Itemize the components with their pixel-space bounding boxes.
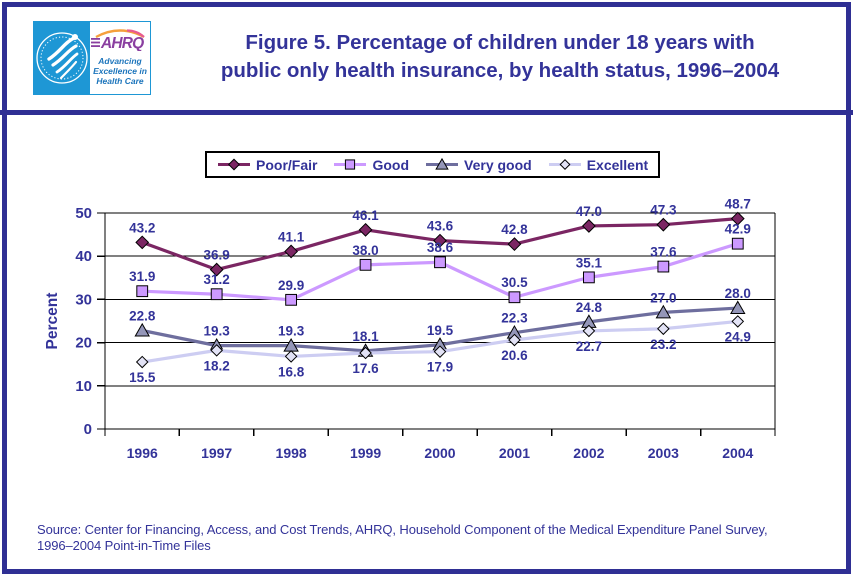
source-line1: Source: Center for Financing, Access, and Cost Trends, AHRQ, Household Component of the Medical Expenditure Panel Survey, <box>37 522 768 537</box>
svg-text:2003: 2003 <box>647 445 679 461</box>
legend-label: Excellent <box>586 156 649 173</box>
data-label: 47.0 <box>575 203 603 219</box>
ahrq-tagline: Advancing Excellence in Health Care <box>93 56 147 87</box>
svg-text:0: 0 <box>83 421 92 438</box>
data-label: 27.0 <box>650 290 677 306</box>
data-label: 24.9 <box>724 329 751 345</box>
data-label: 19.3 <box>203 323 230 339</box>
svg-text:2002: 2002 <box>573 445 605 461</box>
ahrq-logo <box>33 21 151 95</box>
data-label: 22.3 <box>501 310 528 326</box>
svg-text:40: 40 <box>75 248 92 266</box>
svg-text:2004: 2004 <box>722 445 754 461</box>
data-label: 16.8 <box>277 364 305 380</box>
data-label: 42.9 <box>724 221 751 237</box>
data-label: 42.8 <box>501 222 528 238</box>
data-label: 23.2 <box>650 336 677 352</box>
data-label: 38.6 <box>426 240 454 256</box>
data-label: 19.5 <box>426 322 454 338</box>
figure-title-line2: public only health insurance, by health status, 1996–2004 <box>220 59 780 82</box>
data-label: 29.9 <box>277 277 305 293</box>
figure-title-line1: Figure 5. Percentage of children under 18 years with <box>245 31 755 54</box>
data-label: 47.3 <box>650 202 677 218</box>
legend-label: Poor/Fair <box>256 156 318 173</box>
data-label: 41.1 <box>277 229 305 245</box>
legend-label: Very good <box>464 156 532 173</box>
data-label: 46.1 <box>352 207 379 223</box>
hhs-seal-icon <box>34 22 90 94</box>
data-label: 35.1 <box>575 255 603 271</box>
x-axis-labels <box>127 445 754 461</box>
data-label: 22.8 <box>129 308 156 324</box>
data-label: 31.2 <box>203 272 230 288</box>
svg-text:50: 50 <box>75 205 92 222</box>
ahrq-logo-text: AHRQ <box>101 35 144 51</box>
source-note <box>37 522 832 553</box>
data-label: 17.6 <box>352 360 379 376</box>
data-label: 19.3 <box>277 323 305 339</box>
svg-text:1996: 1996 <box>126 445 158 461</box>
data-label: 17.9 <box>426 359 454 375</box>
svg-text:20: 20 <box>75 334 92 352</box>
svg-text:1997: 1997 <box>201 445 233 461</box>
header-divider <box>0 110 853 115</box>
legend-label: Good <box>372 156 410 173</box>
ahrq-arc-icon <box>91 27 149 51</box>
data-label: 18.1 <box>352 328 379 344</box>
data-label: 43.6 <box>426 218 454 234</box>
figure-title <box>160 29 840 85</box>
data-label: 20.6 <box>501 348 528 364</box>
ahrq-wordmark <box>90 22 150 94</box>
data-label: 36.9 <box>203 247 230 263</box>
svg-text:2001: 2001 <box>498 445 531 461</box>
y-axis-title: Percent <box>44 292 61 350</box>
data-label: 24.8 <box>575 299 603 315</box>
line-chart <box>0 145 853 490</box>
data-label: 15.5 <box>129 370 156 386</box>
data-label: 38.0 <box>352 242 379 258</box>
svg-text:1999: 1999 <box>349 445 382 461</box>
data-label: 18.2 <box>203 358 230 374</box>
svg-text:30: 30 <box>75 291 92 309</box>
data-label: 37.6 <box>650 244 677 260</box>
data-label: 22.7 <box>575 338 603 354</box>
svg-text:2000: 2000 <box>424 445 456 461</box>
data-label: 30.5 <box>501 275 528 291</box>
data-label: 28.0 <box>724 286 751 302</box>
svg-text:1998: 1998 <box>275 445 307 461</box>
data-label: 48.7 <box>724 196 751 212</box>
y-axis-labels <box>75 205 92 438</box>
data-label: 43.2 <box>129 220 156 236</box>
source-line2: 1996–2004 Point-in-Time Files <box>37 537 211 553</box>
data-label: 31.9 <box>129 269 156 285</box>
svg-text:10: 10 <box>75 377 92 395</box>
